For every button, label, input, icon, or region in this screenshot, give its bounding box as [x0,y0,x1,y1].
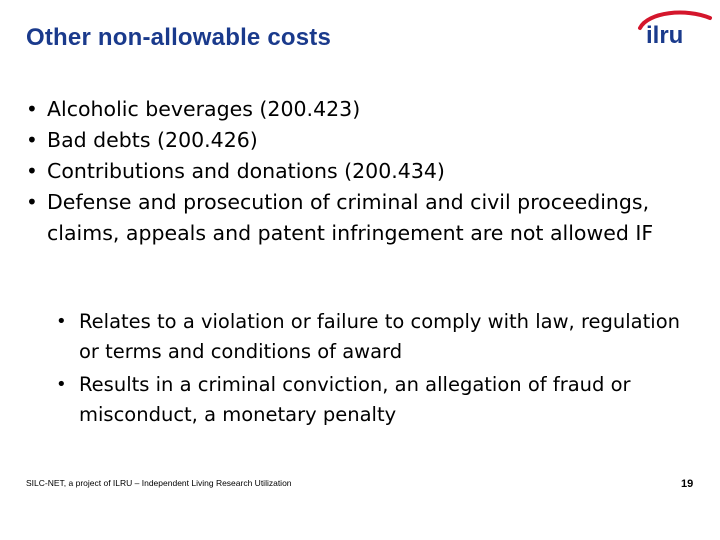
logo-text: ilru [646,22,684,48]
bullet-text: Contributions and donations (200.434) [47,159,445,183]
bullet-marker: • [26,159,38,183]
sub-bullet-list [56,307,696,433]
bullet-marker: • [26,128,38,152]
sub-bullet-item [56,307,696,366]
page-number: 19 [681,478,694,490]
bullet-text: Defense and prosecution of criminal and civil proceedings, claims, appeals and patent infringement are not allowed IF [47,190,654,245]
sub-bullet-item [56,370,696,429]
footer-text: SILC-NET, a project of ILRU – Independent Living Research Utilization [26,478,292,488]
bullet-marker: • [26,97,38,121]
bullet-item [26,94,686,125]
bullet-item [26,187,686,249]
sub-bullet-text: Results in a criminal conviction, an allegation of fraud or misconduct, a monetary penalty [79,373,631,426]
sub-bullet-marker: • [56,374,67,395]
ilru-logo [634,8,714,48]
bullet-list [26,94,686,249]
bullet-item [26,156,686,187]
bullet-text: Alcoholic beverages (200.423) [47,97,361,121]
bullet-text: Bad debts (200.426) [47,128,258,152]
bullet-item [26,125,686,156]
bullet-marker: • [26,190,38,214]
sub-bullet-marker: • [56,311,67,332]
slide-title: Other non-allowable costs [26,24,332,51]
sub-bullet-text: Relates to a violation or failure to comply with law, regulation or terms and conditions of award [79,310,680,363]
